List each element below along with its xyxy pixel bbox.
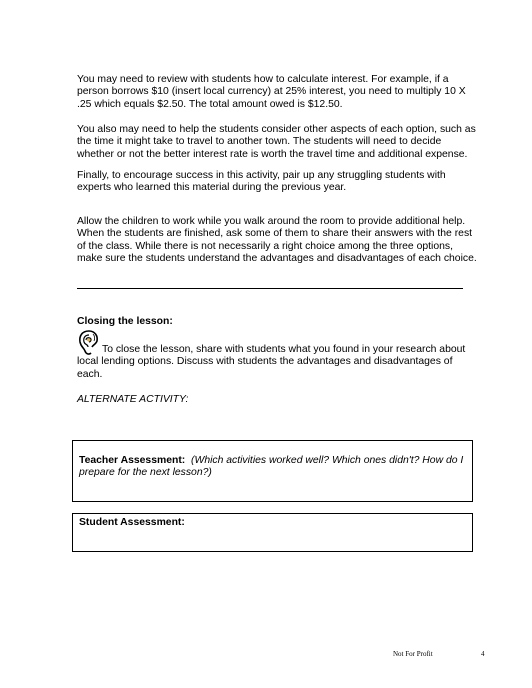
student-assessment-label: Student Assessment: (79, 517, 185, 528)
alternate-activity-label: ALTERNATE ACTIVITY: (77, 394, 189, 405)
closing-heading: Closing the lesson: (77, 316, 173, 327)
page-number: 4 (481, 650, 485, 658)
other-aspects-paragraph: You also may need to help the students consider other aspects of each option, such as the time it might take to travel to another town. The students will need to decide whether or not the better interest rate is worth the travel time and additional expense. (77, 124, 476, 160)
closing-text: To close the lesson, share with students what you found in your research about local lending options. Discuss with students the advantages and disadvantages of each. (77, 344, 466, 380)
interest-paragraph: You may need to review with students how to calculate interest. For example, if a person borrows $10 (insert local currency) at 25% interest, you need to multiply 10 X .25 which equals $2.50. The total amount owed is $12.50. (77, 74, 466, 110)
walk-around-paragraph: Allow the children to work while you walk around the room to provide additional help. When the students are finished, ask some of them to share their answers with the rest of the class. While there is not necessarily a right choice among the three options, make sure the students understand the advantages and disadvantages of each choice. (77, 216, 477, 265)
encourage-success-paragraph: Finally, to encourage success in this activity, pair up any struggling students with experts who learned this material during the previous year. (77, 170, 446, 194)
teacher-assessment-label: Teacher Assessment: (79, 455, 186, 466)
footer-text: Not For Profit (393, 650, 433, 658)
section-divider (77, 288, 463, 289)
student-assessment-box[interactable] (72, 513, 473, 552)
teacher-assessment-prompt: (Which activities worked well? Which ones didn't? How do I prepare for the next lesson?) (79, 455, 464, 479)
teacher-assessment-box[interactable] (72, 440, 473, 502)
